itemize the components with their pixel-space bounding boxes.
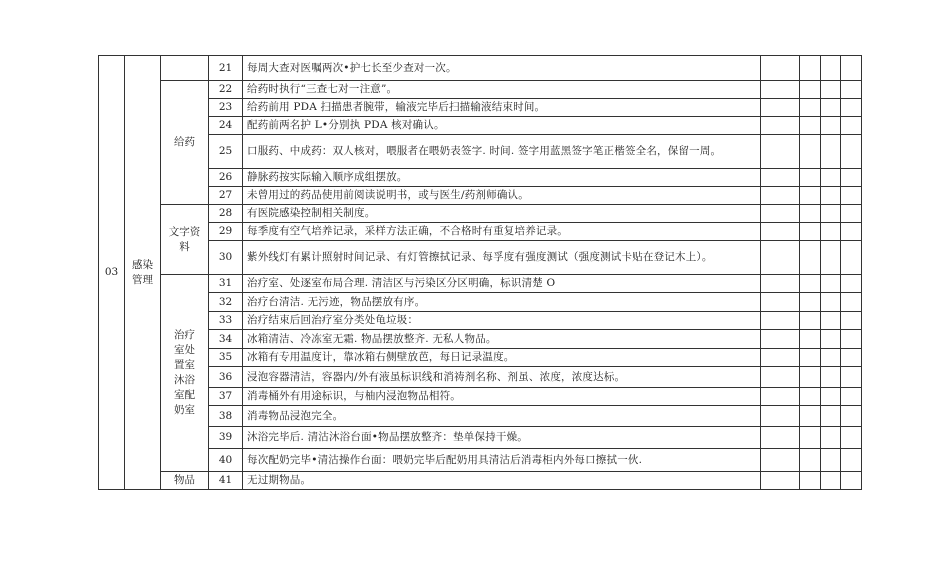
check-cell <box>841 388 862 406</box>
check-cell <box>841 56 862 81</box>
check-cell <box>761 135 800 169</box>
row-number: 29 <box>209 223 243 241</box>
table-row <box>99 275 862 293</box>
row-text: 紫外线灯有累计照射时间记录、有灯管擦拭记录、每孚度有强度测试（强度测试卡贴在登记木上）。 <box>243 241 761 275</box>
check-cell <box>761 275 800 293</box>
section-title-cell <box>125 56 161 490</box>
section-number-cell <box>99 56 125 490</box>
check-cell <box>761 56 800 81</box>
table-row <box>99 223 862 241</box>
row-number: 39 <box>209 427 243 449</box>
check-cell <box>800 135 821 169</box>
subcategory-treatment-room: 治疗室处置室沐浴室配奶室 <box>161 275 209 472</box>
row-number: 26 <box>209 169 243 187</box>
check-cell <box>841 81 862 99</box>
table-row <box>99 293 862 312</box>
check-cell <box>821 99 841 117</box>
check-cell <box>761 169 800 187</box>
subcategory-written-records: 文字资料 <box>161 205 209 275</box>
row-number: 22 <box>209 81 243 99</box>
check-cell <box>841 205 862 223</box>
check-cell <box>800 330 821 349</box>
check-cell <box>800 169 821 187</box>
table-row <box>99 81 862 99</box>
check-cell <box>761 406 800 427</box>
row-number: 32 <box>209 293 243 312</box>
check-cell <box>761 223 800 241</box>
check-cell <box>841 330 862 349</box>
check-cell <box>841 406 862 427</box>
check-cell <box>841 349 862 367</box>
row-number: 34 <box>209 330 243 349</box>
row-number: 33 <box>209 312 243 330</box>
table-row <box>99 56 862 81</box>
check-cell <box>841 449 862 472</box>
row-text: 无过期物品。 <box>243 472 761 490</box>
check-cell <box>821 388 841 406</box>
check-cell <box>800 223 821 241</box>
row-number: 23 <box>209 99 243 117</box>
table-row <box>99 330 862 349</box>
check-cell <box>800 187 821 205</box>
inspection-table <box>98 55 862 490</box>
section-title: 感染管理 <box>132 258 153 286</box>
table-row <box>99 169 862 187</box>
check-cell <box>821 330 841 349</box>
check-cell <box>800 241 821 275</box>
row-text: 冰箱清洁、冷冻室无霜. 物品摆放整齐. 无私人物品。 <box>243 330 761 349</box>
row-number: 28 <box>209 205 243 223</box>
check-cell <box>800 117 821 135</box>
check-cell <box>761 330 800 349</box>
table-row <box>99 99 862 117</box>
check-cell <box>821 406 841 427</box>
table-row <box>99 449 862 472</box>
check-cell <box>841 472 862 490</box>
row-text: 给药时执行“三查七对一注意”。 <box>243 81 761 99</box>
subcategory-cell-empty <box>161 56 209 81</box>
check-cell <box>761 293 800 312</box>
row-text: 冰箱有专用温度计，靠冰箱右侧壁放芭，每日记录温度。 <box>243 349 761 367</box>
row-number: 30 <box>209 241 243 275</box>
check-cell <box>821 223 841 241</box>
table-row <box>99 117 862 135</box>
check-cell <box>841 117 862 135</box>
row-text: 口服药、中成药：双人核对，喂服者在喂奶表签字. 时间. 签字用蓝黑签字笔正楷签全名，保留一周。 <box>243 135 761 169</box>
row-number: 31 <box>209 275 243 293</box>
check-cell <box>800 388 821 406</box>
check-cell <box>821 449 841 472</box>
row-number: 27 <box>209 187 243 205</box>
check-cell <box>761 187 800 205</box>
check-cell <box>761 427 800 449</box>
row-text: 治疗台清洁. 无污迹，物品摆放有序。 <box>243 293 761 312</box>
check-cell <box>821 472 841 490</box>
check-cell <box>821 205 841 223</box>
check-cell <box>821 117 841 135</box>
check-cell <box>841 312 862 330</box>
check-cell <box>821 367 841 388</box>
row-text: 未曾用过的药品使用前阅读说明书，或与医生/药剂师确认。 <box>243 187 761 205</box>
check-cell <box>821 349 841 367</box>
table-row <box>99 135 862 169</box>
check-cell <box>821 81 841 99</box>
row-text: 每周大查对医嘱两次•护七长至少查对一次。 <box>243 56 761 81</box>
row-text: 有医院感染控制相关制度。 <box>243 205 761 223</box>
row-text: 沐浴完毕后. 清沽沐浴台面•物品摆放整齐：垫单保持干燥。 <box>243 427 761 449</box>
subcategory-medication: 给药 <box>161 81 209 205</box>
row-number: 35 <box>209 349 243 367</box>
table-row <box>99 388 862 406</box>
check-cell <box>821 169 841 187</box>
check-cell <box>800 99 821 117</box>
row-text: 每季度有空气培养记录，采样方法正确，不合格时有重复培养记录。 <box>243 223 761 241</box>
check-cell <box>841 223 862 241</box>
check-cell <box>800 293 821 312</box>
check-cell <box>841 367 862 388</box>
check-cell <box>761 99 800 117</box>
table-row <box>99 187 862 205</box>
row-text: 配药前两名护 L•分别执 PDA 核对确认。 <box>243 117 761 135</box>
check-cell <box>841 187 862 205</box>
row-number: 40 <box>209 449 243 472</box>
check-cell <box>800 275 821 293</box>
check-cell <box>761 349 800 367</box>
check-cell <box>821 187 841 205</box>
check-cell <box>800 81 821 99</box>
row-number: 21 <box>209 56 243 81</box>
check-cell <box>841 427 862 449</box>
row-number: 37 <box>209 388 243 406</box>
check-cell <box>821 312 841 330</box>
check-cell <box>800 406 821 427</box>
section-number: 03 <box>104 266 119 278</box>
check-cell <box>800 472 821 490</box>
check-cell <box>800 449 821 472</box>
check-cell <box>761 388 800 406</box>
check-cell <box>761 472 800 490</box>
subcategory-items: 物品 <box>161 472 209 490</box>
row-text: 静脉药按实际输入顺序成组摆放。 <box>243 169 761 187</box>
check-cell <box>761 449 800 472</box>
table-row <box>99 241 862 275</box>
check-cell <box>800 427 821 449</box>
check-cell <box>841 99 862 117</box>
check-cell <box>821 56 841 81</box>
row-number: 24 <box>209 117 243 135</box>
table-row <box>99 427 862 449</box>
table-row <box>99 472 862 490</box>
check-cell <box>841 293 862 312</box>
check-cell <box>761 205 800 223</box>
check-cell <box>800 56 821 81</box>
row-text: 消毒桶外有用途标识，与柚内浸泡物品相符。 <box>243 388 761 406</box>
check-cell <box>841 135 862 169</box>
check-cell <box>800 349 821 367</box>
check-cell <box>761 312 800 330</box>
row-number: 38 <box>209 406 243 427</box>
row-text: 每次配奶完毕•清沽操作台面：喂奶完毕后配奶用具清沽后消毒柜内外每口擦拭一伙. <box>243 449 761 472</box>
check-cell <box>761 367 800 388</box>
check-cell <box>761 81 800 99</box>
table-row <box>99 367 862 388</box>
row-number: 41 <box>209 472 243 490</box>
check-cell <box>821 241 841 275</box>
check-cell <box>841 275 862 293</box>
check-cell <box>761 241 800 275</box>
check-cell <box>821 427 841 449</box>
check-cell <box>821 135 841 169</box>
row-number: 25 <box>209 135 243 169</box>
row-number: 36 <box>209 367 243 388</box>
check-cell <box>761 117 800 135</box>
row-text: 治疗室、处逐室布局合理. 清洁区与污染区分区明确，标识清楚 O <box>243 275 761 293</box>
row-text: 治疗结束后回治疗室分类处龟垃圾： <box>243 312 761 330</box>
check-cell <box>821 275 841 293</box>
check-cell <box>841 169 862 187</box>
table-row <box>99 312 862 330</box>
table-row <box>99 205 862 223</box>
check-cell <box>800 312 821 330</box>
check-cell <box>821 293 841 312</box>
table-row <box>99 349 862 367</box>
check-cell <box>841 241 862 275</box>
row-text: 消毒物品浸泡完全。 <box>243 406 761 427</box>
check-cell <box>800 367 821 388</box>
table-row <box>99 406 862 427</box>
check-cell <box>800 205 821 223</box>
row-text: 浸泡容器清洁，容器内/外有液虽标识线和消祷剂名称、剂虽、浓度，浓度达标。 <box>243 367 761 388</box>
row-text: 给药前用 PDA 扫描患者腕带，输液完毕后扫描输液结束时间。 <box>243 99 761 117</box>
